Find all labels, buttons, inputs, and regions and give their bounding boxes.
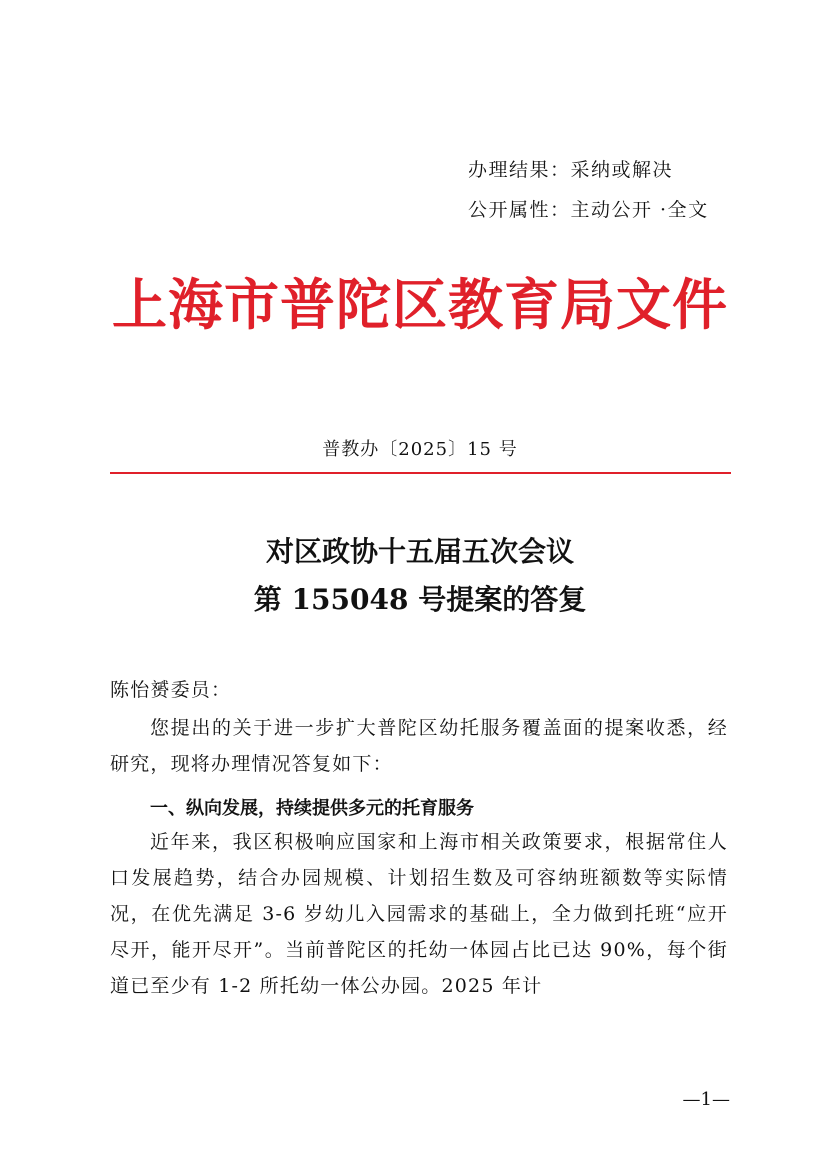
disclosure-attribute: 公开属性：主动公开 ·全文 <box>468 199 709 221</box>
section-heading-1: 一、纵向发展，持续提供多元的托育服务 <box>150 798 474 819</box>
reply-title-line-2: 第 155048 号提案的答复 <box>253 583 587 616</box>
handling-result: 办理结果：采纳或解决 <box>468 159 674 181</box>
reply-title-line-1: 对区政协十五届五次会议 <box>265 535 574 568</box>
document-masthead: 上海市普陀区教育局文件 <box>111 273 728 337</box>
intro-paragraph: 您提出的关于进一步扩大普陀区幼托服务覆盖面的提案收悉，经研究，现将办理情况答复如下： <box>110 717 728 775</box>
body-paragraph: 近年来，我区积极响应国家和上海市相关政策要求，根据常住人口发展趋势，结合办园规模、计划招生数及可容纳班额数等实际情况，在优先满足 3-6 岁幼儿入园需求的基础上，全力做到托班“应开尽开，能开尽开”。当前普陀区的托幼一体园占比已达 90%，每个街道已至少有 1-2 所托幼一体公办园。2025 年计 <box>110 831 728 997</box>
page-number: —1— <box>682 1089 730 1110</box>
document-number: 普教办〔2025〕15 号 <box>322 439 518 460</box>
salutation: 陈怡赟委员： <box>110 679 232 701</box>
red-separator-line <box>110 472 731 474</box>
